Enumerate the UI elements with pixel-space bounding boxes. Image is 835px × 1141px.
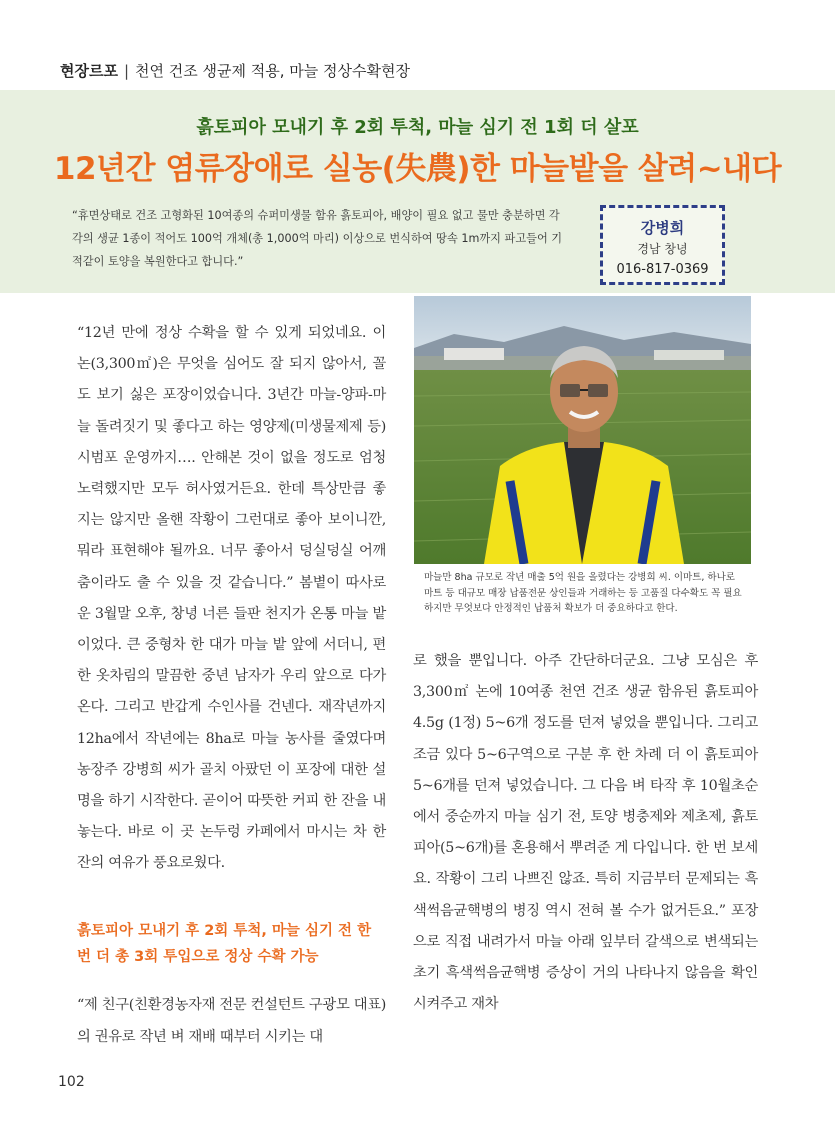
body-column-left-continued <box>77 976 386 1067</box>
lead-quote: “휴면상태로 건조 고형화된 10여종의 슈퍼미생물 함유 흙토피아, 배양이 필요 없고 물만 충분하면 각각의 생균 1종이 적어도 100억 개체(총 1,000억 마리) 이상으로 번식하여 땅속 1m까지 파고들어 기적같이 토양을 복원한다고 합니다.” <box>72 209 563 268</box>
farmer-location: 경남 창녕 <box>637 242 688 256</box>
section-topic: 천연 건조 생균제 적용, 마늘 정상수확현장 <box>135 62 410 80</box>
farmer-phone: 016-817-0369 <box>616 262 709 277</box>
article-subtitle: 흙토피아 모내기 후 2회 투척, 마늘 심기 전 1회 더 살포 <box>196 117 639 138</box>
article-title: 12년간 염류장애로 실농(失農)한 마늘밭을 살려~내다 <box>53 151 782 187</box>
farmer-photo-illustration <box>414 296 751 564</box>
header-separator: | <box>123 62 130 80</box>
farmer-photo <box>414 296 751 564</box>
farmer-name: 강병희 <box>640 219 685 237</box>
body-paragraph: “12년 만에 정상 수확을 할 수 있게 되었네요. 이 논(3,300㎡)은 무엇을 심어도 잘 되지 않아서, 꼴도 보기 싫은 포장이었습니다. 3년간 마늘-양파-마늘 돌려짓기 및 좋다고 하는 영양제(미생물제제 등) 시범포 운영까지…. 안해본 것이 없을 정도로 엄청 노력했지만 모두 허사였거든요. 한데 특상만큼 좋지는 않지만 올핸 작황이 그런대로 좋아 보이니깐, 뭐라 표현해야 될까요. 너무 좋아서 덩실덩실 어깨춤이라도 출 수 있을 것 같습니다.” 봄볕이 따사로운 3월말 오후, 창녕 너른 들판 천지가 온통 마늘 밭이었다. 큰 중형차 한 대가 마늘 밭 앞에 서더니, 편한 옷차림의 말끔한 중년 남자가 우리 앞으로 다가온다. 그리고 반갑게 수인사를 건넨다. 재작년까지 12ha에서 작년에는 8ha로 마늘 농사를 줄였다며 농장주 강병희 씨가 골치 아팠던 이 포장에 대한 설명을 하기 시작한다. 곧이어 따뜻한 커피 한 잔을 내놓는다. 바로 이 곳 논두렁 카페에서 마시는 차 한 잔의 여유가 풍요로웠다. <box>77 325 386 872</box>
section-header <box>60 60 410 81</box>
body-column-left <box>77 318 386 880</box>
body-column-right <box>413 646 758 1020</box>
farmer-profile-box <box>600 205 725 285</box>
body-paragraph: “제 친구(친환경농자재 전문 컨설턴트 구광모 대표)의 권유로 작년 벼 재배 때부터 시키는 대 <box>77 997 387 1045</box>
section-heading: 흙토피아 모내기 후 2회 투척, 마늘 심기 전 한 번 더 총 3회 투입으로 정상 수확 가능 <box>77 923 372 965</box>
body-paragraph: 로 했을 뿐입니다. 아주 간단하더군요. 그냥 모심은 후 3,300㎡ 논에 10여종 천연 건조 생균 함유된 흙토피아 4.5g (1정) 5~6개 정도를 던져 넣었을 뿐입니다. 그리고 조금 있다 5~6구역으로 구분 후 한 차례 더 이 흙토피아 5~6개를 던져 넣었습니다. 그 다음 벼 타작 후 10월초순에서 중순까지 마늘 심기 전, 토양 병충제와 제초제, 흙토피아(5~6개)를 혼용해서 뿌려준 게 다입니다. 한 번 보세요. 작황이 그리 나쁘진 않죠. 특히 지금부터 문제되는 흑색썩음균핵병의 병징 역시 전혀 볼 수가 없거든요.” 포장으로 직접 내려가서 마늘 아래 잎부터 갈색으로 변색되는 초기 흑색썩음균핵병 증상이 거의 나타나지 않음을 확인시켜주고 재차 <box>413 653 758 1013</box>
page-number: 102 <box>58 1074 85 1090</box>
photo-caption: 마늘만 8ha 규모로 작년 매출 5억 원을 올렸다는 강병희 씨. 이마트, 하나로마트 등 대규모 매장 납품전문 상인들과 거래하는 등 고품질 다수확도 꼭 필요하지만 무엇보다 안정적인 납품처 확보가 더 중요하다고 한다. <box>424 572 742 614</box>
section-label: 현장르포 <box>60 62 118 80</box>
